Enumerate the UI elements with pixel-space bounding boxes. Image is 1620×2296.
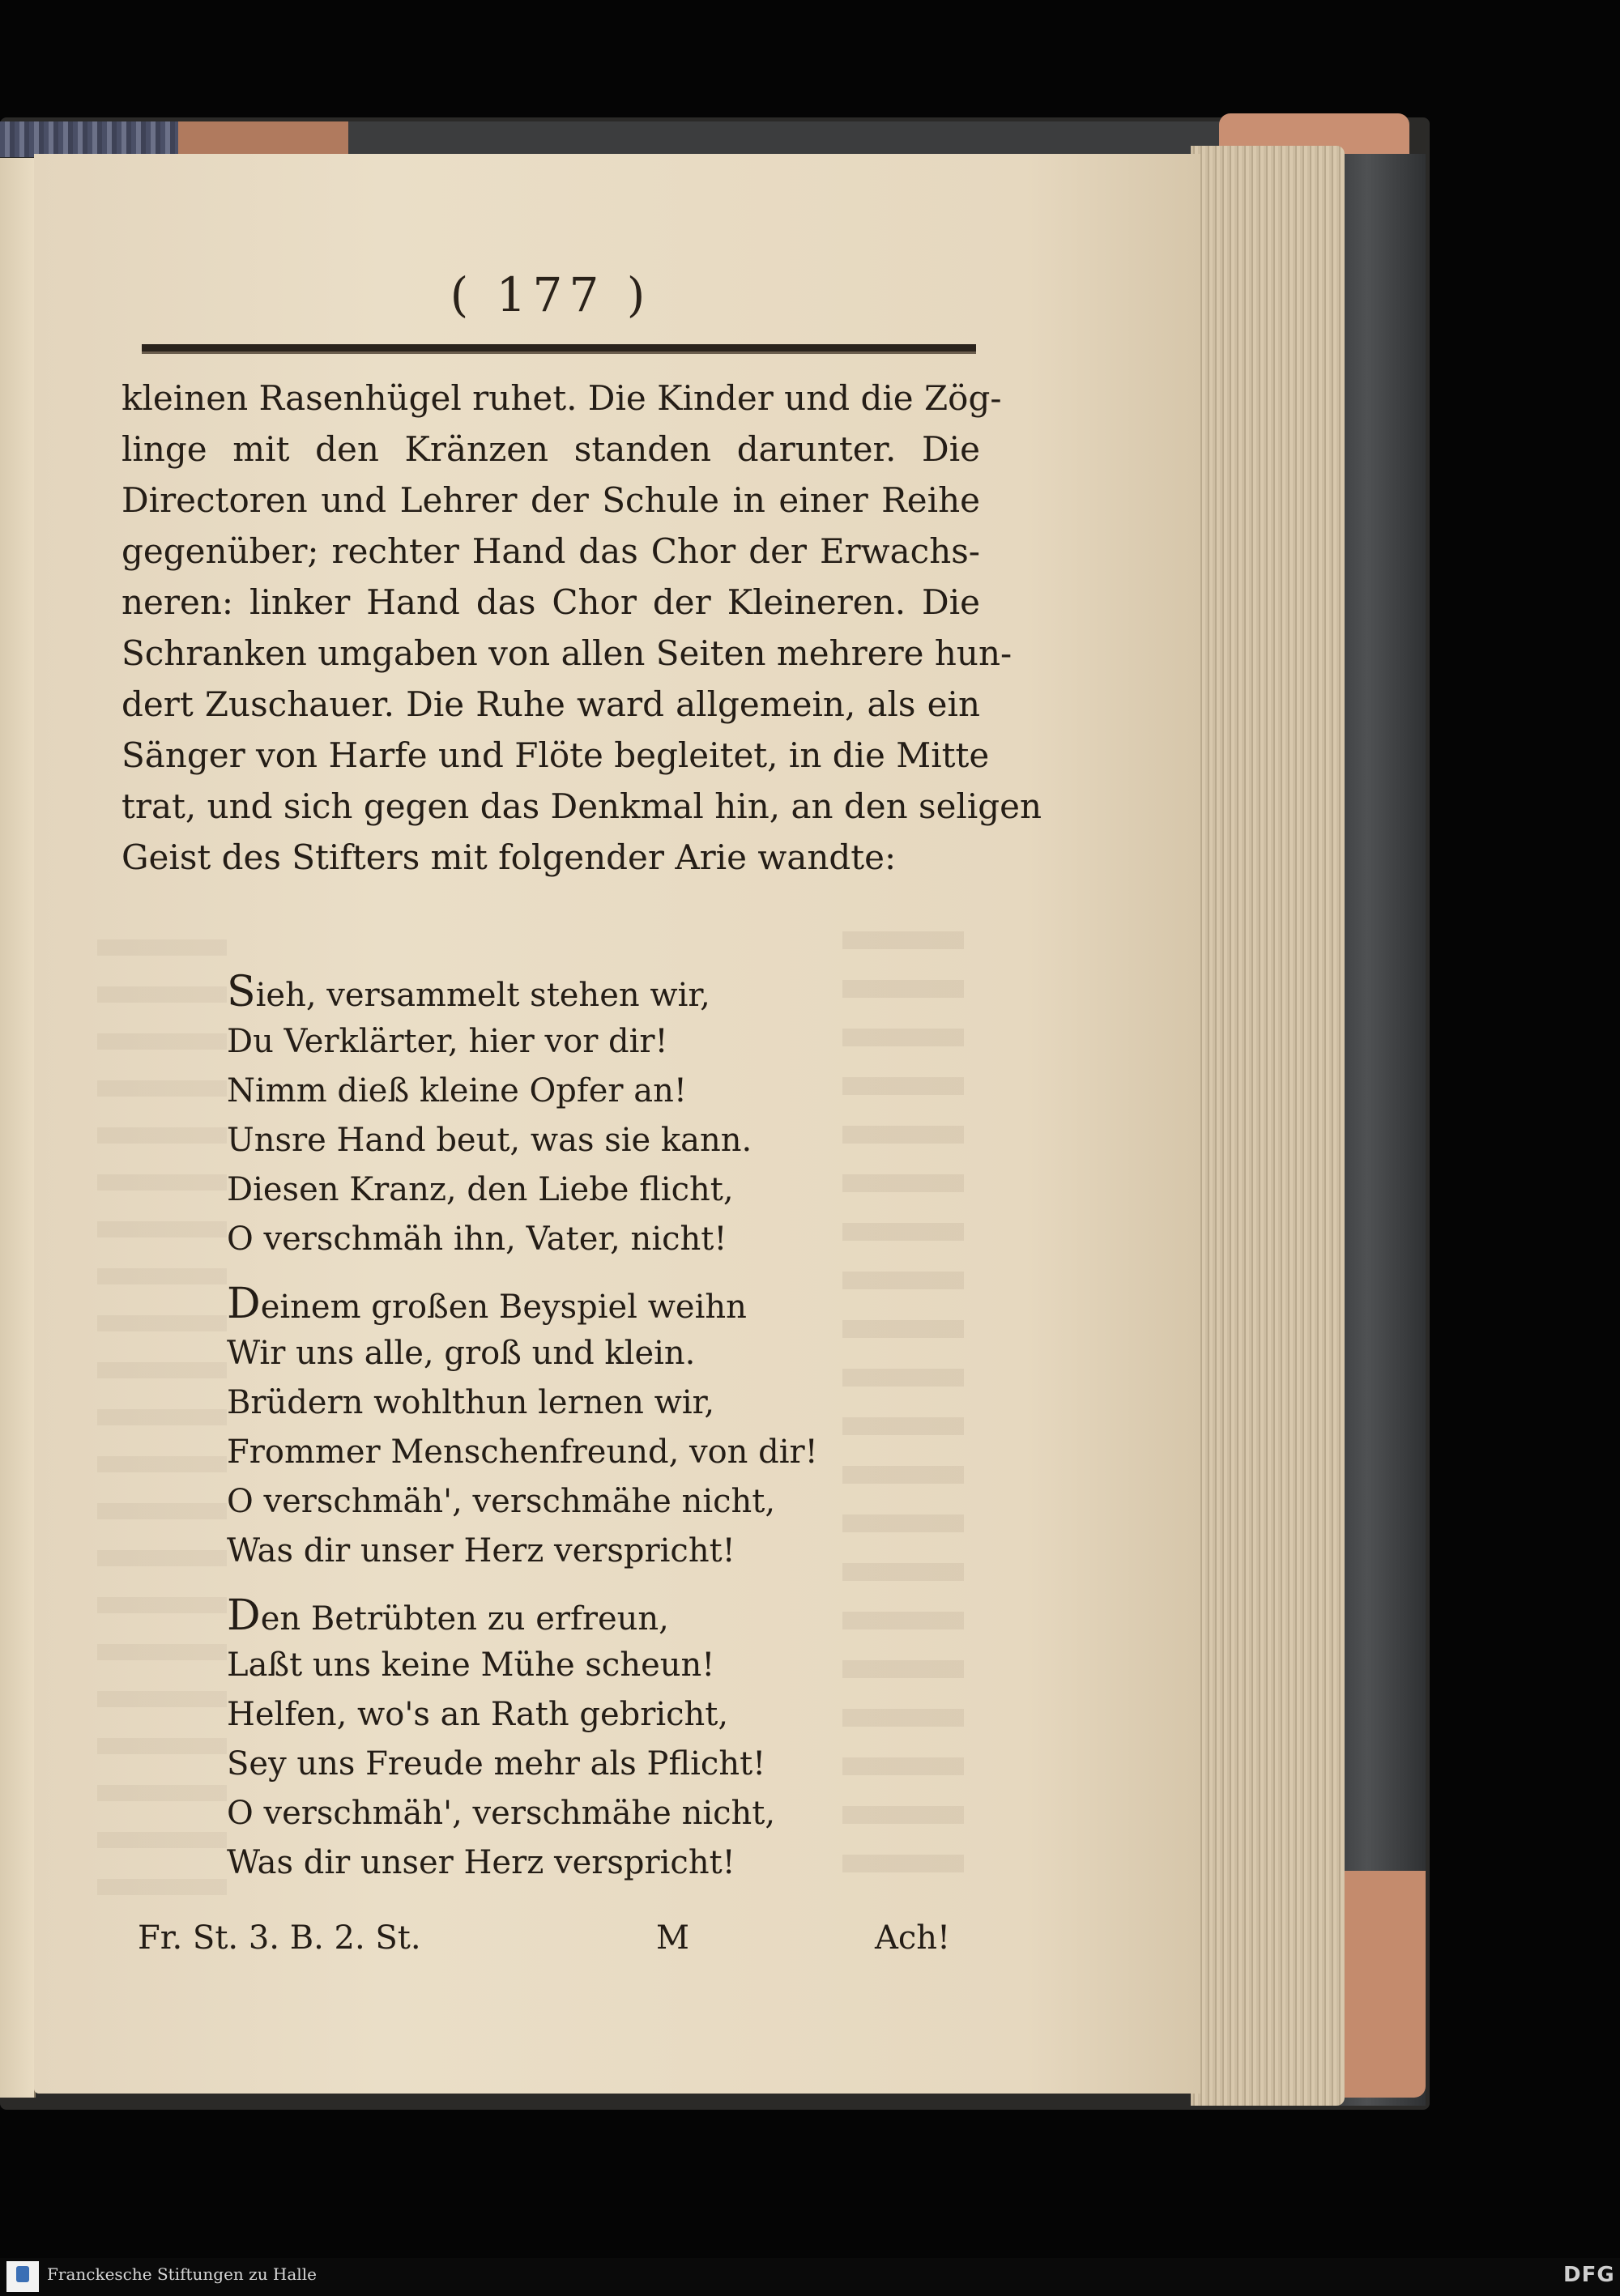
prose-line: Sänger von Harfe und Flöte begleitet, in die Mitte	[122, 735, 990, 775]
prose-line: Geist des Stifters mit folgender Arie wandte:	[122, 837, 897, 877]
prose-line: Directoren und Lehrer der Schule in einer Reihe	[122, 480, 980, 520]
verse-line: Wir uns alle, groß und klein.	[227, 1335, 696, 1372]
cover-board-top	[348, 121, 1223, 157]
stanza-2	[227, 1280, 842, 1576]
prose-line: kleinen Rasenhügel ruhet. Die Kinder und die Zög-	[122, 378, 1002, 418]
verse-line: Laßt uns keine Mühe scheun!	[227, 1646, 715, 1684]
verse-line: Was dir unser Herz verspricht!	[227, 1532, 735, 1570]
show-through-text-left	[97, 939, 227, 1895]
credit-text: Franckesche Stiftungen zu Halle	[47, 2264, 317, 2284]
prose-line: neren: linker Hand das Chor der Kleineren. Die	[122, 582, 980, 622]
verse-line: Du Verklärter, hier vor dir!	[227, 1023, 668, 1060]
verse-line: Sieh, versammelt stehen wir,	[227, 968, 710, 1016]
facing-page-edge	[0, 158, 36, 2098]
verse-line: Sey uns Freude mehr als Pflicht!	[227, 1745, 766, 1783]
verse-line: Deinem großen Beyspiel weihn	[227, 1280, 747, 1328]
verse-line: Helfen, wo's an Rath gebricht,	[227, 1696, 729, 1733]
verse-line: Was dir unser Herz verspricht!	[227, 1844, 735, 1881]
show-through-text	[842, 931, 964, 1903]
prose-paragraph	[122, 373, 1042, 883]
page-number-header: ( 177 )	[450, 267, 652, 322]
prose-line: trat, und sich gegen das Denkmal hin, an den seligen	[122, 786, 1042, 826]
verse-line: Diesen Kranz, den Liebe flicht,	[227, 1171, 734, 1208]
prose-line: Schranken umgaben von allen Seiten mehrere hun-	[122, 633, 1013, 673]
verse-line: Nimm dieß kleine Opfer an!	[227, 1072, 687, 1110]
signature-mark: M	[656, 1919, 689, 1957]
institution-logo-icon	[6, 2261, 39, 2292]
verse-line: Den Betrübten zu erfreun,	[227, 1591, 669, 1640]
dfg-logo: DFG	[1563, 2263, 1615, 2287]
verse-line: O verschmäh', verschmähe nicht,	[227, 1795, 776, 1832]
stanza-3	[227, 1591, 842, 1888]
cover-cloth-strip	[0, 121, 178, 157]
prose-line: dert Zuschauer. Die Ruhe ward allgemein, als ein	[122, 684, 980, 724]
verse-line: Frommer Menschenfreund, von dir!	[227, 1433, 818, 1471]
verse-line: Brüdern wohlthun lernen wir,	[227, 1384, 715, 1421]
page-stack-edge	[1191, 146, 1345, 2106]
stanza-1	[227, 968, 842, 1264]
cover-leather-top	[178, 121, 348, 157]
verse-line: O verschmäh ihn, Vater, nicht!	[227, 1220, 727, 1258]
signature-line: Fr. St. 3. B. 2. St.	[138, 1919, 421, 1957]
prose-line: linge mit den Kränzen standen darunter. Die	[122, 429, 980, 469]
verse-line: Unsre Hand beut, was sie kann.	[227, 1122, 752, 1159]
prose-line: gegenüber; rechter Hand das Chor der Erwachs-	[122, 531, 980, 571]
header-rule	[142, 344, 976, 354]
catchword: Ach!	[875, 1919, 951, 1957]
verse-line: O verschmäh', verschmähe nicht,	[227, 1483, 776, 1520]
